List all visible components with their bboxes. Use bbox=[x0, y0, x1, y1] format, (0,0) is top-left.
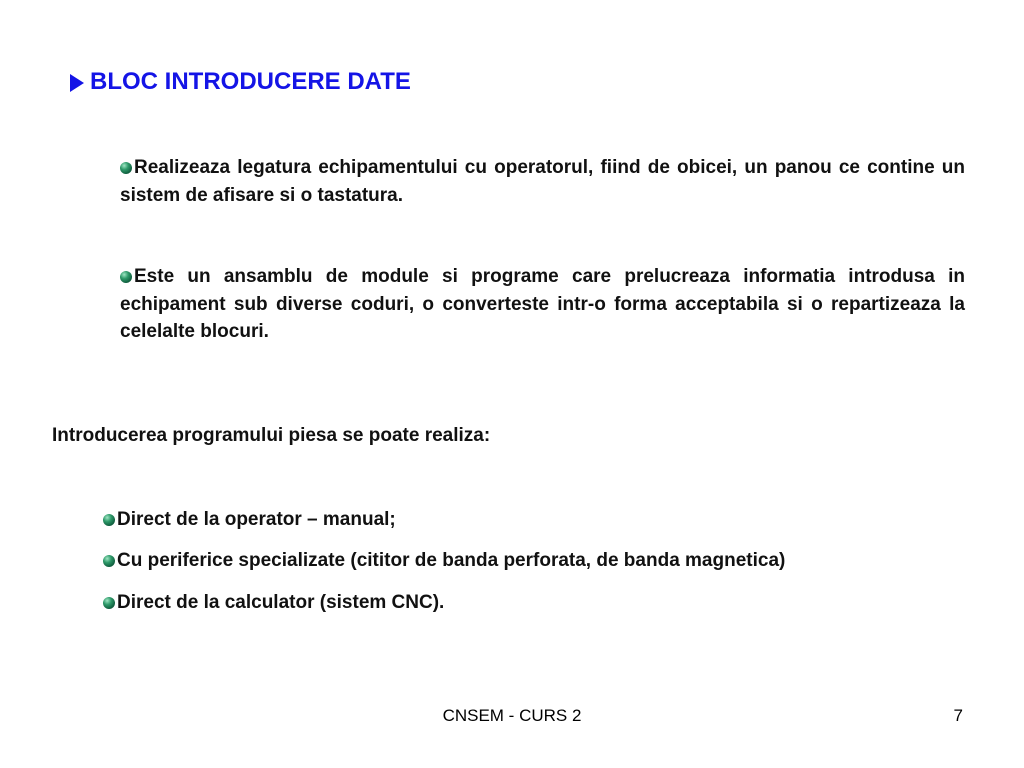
list-item-text: Direct de la operator – manual; bbox=[117, 509, 396, 530]
sphere-bullet-icon bbox=[103, 597, 115, 609]
footer-course-label: CNSEM - CURS 2 bbox=[442, 706, 582, 725]
page-number: 7 bbox=[953, 706, 963, 725]
list-item bbox=[103, 550, 785, 572]
paragraph-2 bbox=[120, 263, 965, 346]
list-item-text: Cu periferice specializate (cititor de banda perforata, de banda magnetica) bbox=[117, 550, 786, 571]
list-item-text: Direct de la calculator (sistem CNC). bbox=[117, 592, 445, 613]
sphere-bullet-icon bbox=[103, 555, 115, 567]
sphere-bullet-icon bbox=[120, 162, 132, 174]
sphere-bullet-icon bbox=[120, 271, 132, 283]
paragraph-1-text: Realizeaza legatura echipamentului cu operatorul, fiind de obicei, un panou ce contine un sistem de afisare si o tastatura. bbox=[120, 157, 965, 206]
list-item bbox=[103, 592, 444, 614]
paragraph-1 bbox=[120, 154, 965, 209]
intro-text: Introducerea programului piesa se poate realiza: bbox=[52, 425, 491, 446]
sphere-bullet-icon bbox=[103, 514, 115, 526]
arrow-right-icon bbox=[70, 74, 84, 92]
paragraph-2-text: Este un ansamblu de module si programe care prelucreaza informatia introdusa in echipament sub diverse coduri, o converteste intr-o forma acceptabila si o repartizeaza la celelalte blocuri. bbox=[120, 266, 965, 342]
list-item bbox=[103, 509, 396, 531]
slide-title bbox=[70, 68, 411, 96]
slide-title-text: BLOC INTRODUCERE DATE bbox=[90, 68, 411, 95]
